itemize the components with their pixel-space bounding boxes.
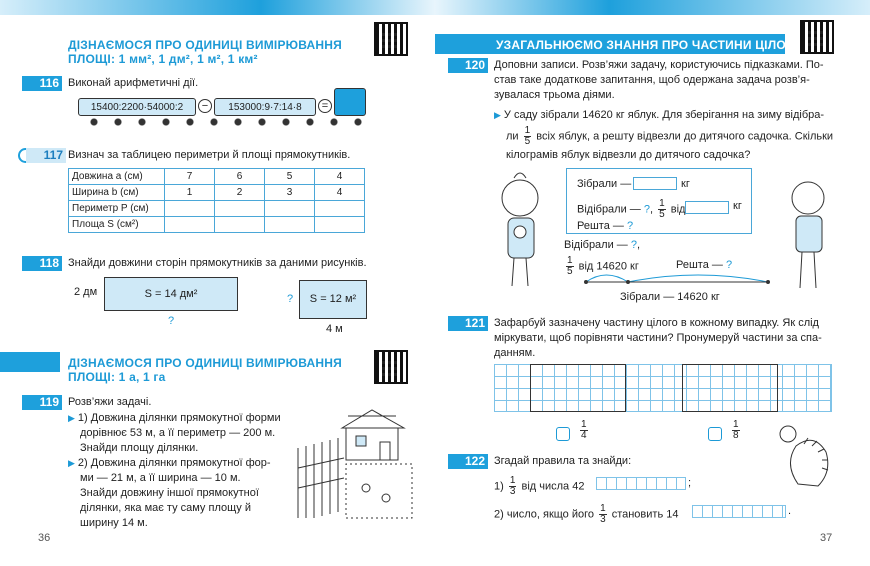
table-row bbox=[69, 169, 365, 185]
hint-vidibraly: Відібрали — ?, $\frac{1}{5}$ від bbox=[577, 198, 686, 220]
fraction-1-8: $\frac{1}{8}$ bbox=[733, 419, 739, 441]
task-number-122: 122 bbox=[448, 454, 488, 469]
fraction-one-fifth: $\frac{1}{5}$ bbox=[659, 198, 665, 220]
hedgehog-illustration bbox=[774, 424, 832, 490]
task-122-text: Згадай правила та знайди: bbox=[494, 455, 632, 467]
rect1 bbox=[104, 277, 238, 311]
row-label: Площа S (см²) bbox=[69, 217, 165, 233]
hint-zibraly: Зібрали — bbox=[577, 178, 632, 190]
task-number-116: 116 bbox=[22, 76, 62, 91]
fraction-1-4: $\frac{1}{4}$ bbox=[581, 419, 587, 441]
task-116-text: Виконай арифметичні дії. bbox=[68, 77, 199, 89]
rect1-side: 2 дм bbox=[74, 286, 98, 298]
task-number-118: 118 bbox=[22, 256, 62, 271]
hint-kg-1: кг bbox=[681, 178, 690, 190]
task-119-problem1: ▶ 1) Довжина ділянки прямокутної форми дорівнює 53 м, а її периметр — 200 м. Знайди площу ділянки. bbox=[68, 412, 281, 454]
section1-title: ДІЗНАЄМОСЯ ПРО ОДИНИЦІ ВИМІРЮВАННЯ ПЛОЩІ: 1 мм², 1 дм², 1 м², 1 км² bbox=[68, 38, 342, 66]
section2-bar bbox=[0, 352, 60, 372]
girl-illustration bbox=[496, 168, 546, 290]
task-122-end2: . bbox=[788, 505, 792, 517]
table-cell: 5 bbox=[265, 169, 315, 185]
table-row bbox=[69, 217, 365, 233]
task-number-121: 121 bbox=[448, 316, 488, 331]
fraction-one-fifth: $\frac{1}{5}$ bbox=[524, 125, 531, 147]
order-box-1[interactable] bbox=[556, 427, 570, 441]
answer-cells-1[interactable] bbox=[596, 477, 686, 490]
shape-rect-2[interactable] bbox=[682, 364, 778, 412]
qr-code-icon bbox=[802, 22, 832, 52]
table-cell: 1 bbox=[165, 185, 215, 201]
rect2-side: 4 м bbox=[326, 323, 343, 335]
train-illustration bbox=[78, 94, 368, 128]
task-number-117: 117 bbox=[26, 148, 66, 163]
expr-1: 15400:2200·54000:2 bbox=[90, 102, 184, 113]
table-cell[interactable] bbox=[215, 217, 265, 233]
scheme-reshta: Решта — ? bbox=[676, 259, 733, 271]
task-120-line3: кілограмів яблук відвезли до дитячого садочка? bbox=[506, 149, 751, 161]
hint-box bbox=[566, 168, 752, 234]
task-118-text: Знайди довжини сторін прямокутників за даними рисунків. bbox=[68, 257, 367, 269]
task-121-text: Зафарбуй зазначену частину цілого в кожному випадку. Як слід міркувати, щоб порівняти частини? Пронумеруй частини за спа- данням. bbox=[494, 317, 822, 359]
rect2-area: S = 12 м² bbox=[309, 293, 357, 305]
row-label: Довжина a (см) bbox=[69, 169, 165, 185]
qr-code-icon bbox=[376, 24, 406, 54]
scheme-from: $\frac{1}{5}$ від 14620 кг bbox=[567, 255, 639, 277]
task-122-line1: 1) $\frac{1}{3}$ від числа 42 bbox=[494, 475, 585, 497]
hint-reshta: Решта — ? bbox=[577, 220, 634, 232]
task-117-text: Визнач за таблицею периметри й площі прямокутників. bbox=[68, 149, 351, 161]
table-cell[interactable] bbox=[265, 217, 315, 233]
table-cell: 3 bbox=[265, 185, 315, 201]
shape-rect-1[interactable] bbox=[530, 364, 626, 412]
wheels bbox=[82, 118, 366, 126]
garden-house-illustration bbox=[296, 408, 414, 520]
table-cell[interactable] bbox=[165, 201, 215, 217]
page-number-right: 37 bbox=[820, 532, 833, 544]
table-cell[interactable] bbox=[315, 217, 365, 233]
locomotive bbox=[334, 88, 366, 116]
table-row bbox=[69, 185, 365, 201]
rect1-q: ? bbox=[168, 315, 175, 327]
section2-title: ДІЗНАЄМОСЯ ПРО ОДИНИЦІ ВИМІРЮВАННЯ ПЛОЩІ: 1 а, 1 га bbox=[68, 356, 342, 384]
order-box-2[interactable] bbox=[708, 427, 722, 441]
blank-vid[interactable] bbox=[685, 201, 729, 214]
qr-code-icon bbox=[376, 352, 406, 382]
rect2 bbox=[299, 280, 367, 319]
task-120-intro: Доповни записи. Розв’яжи задачу, користуючись підказками. По- став таке додаткове запитання, щоб одержана задача розв’я- зувалася трьома діями. bbox=[494, 59, 824, 101]
rect-table bbox=[68, 168, 365, 233]
hint-kg-2: кг bbox=[733, 200, 742, 212]
row-label: Ширина b (см) bbox=[69, 185, 165, 201]
table-cell[interactable] bbox=[315, 201, 365, 217]
boy-illustration bbox=[782, 176, 832, 294]
task-number-120: 120 bbox=[448, 58, 488, 73]
page-number-left: 36 bbox=[38, 532, 51, 544]
task-119-problem2: ▶ 2) Довжина ділянки прямокутної фор- ми — 21 м, а її ширина — 10 м. Знайди довжину іншої прямокутної ділянки, яка має ту саму площу й ширину 14 м. bbox=[68, 457, 271, 529]
rect2-q: ? bbox=[287, 293, 294, 305]
table-row bbox=[69, 201, 365, 217]
table-cell: 4 bbox=[315, 169, 365, 185]
task-120-line1: ▶ У саду зібрали 14620 кг яблук. Для зберігання на зиму відібра- bbox=[494, 109, 825, 121]
table-cell[interactable] bbox=[165, 217, 215, 233]
bullet-arrow-icon: ▶ bbox=[494, 110, 501, 120]
scheme-total: Зібрали — 14620 кг bbox=[620, 291, 720, 303]
row-label: Периметр P (см) bbox=[69, 201, 165, 217]
scheme-vidibraly: Відібрали — ?, bbox=[564, 239, 641, 251]
table-cell: 6 bbox=[215, 169, 265, 185]
top-bar-right bbox=[435, 0, 870, 15]
op-equals: = bbox=[318, 99, 332, 113]
table-cell: 2 bbox=[215, 185, 265, 201]
bullet-arrow-icon: ▶ bbox=[68, 458, 75, 468]
table-cell: 4 bbox=[315, 185, 365, 201]
task-number-119: 119 bbox=[22, 395, 62, 410]
table-cell[interactable] bbox=[265, 201, 315, 217]
task-119-text: Розв’яжи задачі. bbox=[68, 396, 152, 408]
table-cell: 7 bbox=[165, 169, 215, 185]
answer-cells-2[interactable] bbox=[692, 505, 786, 518]
op-minus: − bbox=[198, 99, 212, 113]
task-120-line2: ли $\frac{1}{5}$ всіх яблук, а решту відвезли до дитячого садочка. Скільки bbox=[506, 125, 834, 147]
fraction-one-fifth: $\frac{1}{5}$ bbox=[567, 255, 573, 277]
task-122-end1: ; bbox=[688, 477, 692, 489]
top-bar-left bbox=[0, 0, 435, 15]
blank-q: ? bbox=[643, 203, 650, 216]
task-122-line2: 2) число, якщо його $\frac{1}{3}$ становить 14 bbox=[494, 503, 679, 525]
wagon-2 bbox=[214, 98, 316, 116]
segment-scheme bbox=[584, 268, 770, 288]
section-title-right: УЗАГАЛЬНЮЄМО ЗНАННЯ ПРО ЧАСТИНИ ЦІЛОГО bbox=[496, 38, 803, 52]
bullet-arrow-icon: ▶ bbox=[68, 413, 75, 423]
rect1-area: S = 14 дм² bbox=[144, 288, 198, 300]
expr-2: 153000:9·7:14·8 bbox=[228, 102, 302, 113]
wagon-1 bbox=[78, 98, 196, 116]
table-cell[interactable] bbox=[215, 201, 265, 217]
blank-zibraly[interactable] bbox=[633, 177, 677, 190]
